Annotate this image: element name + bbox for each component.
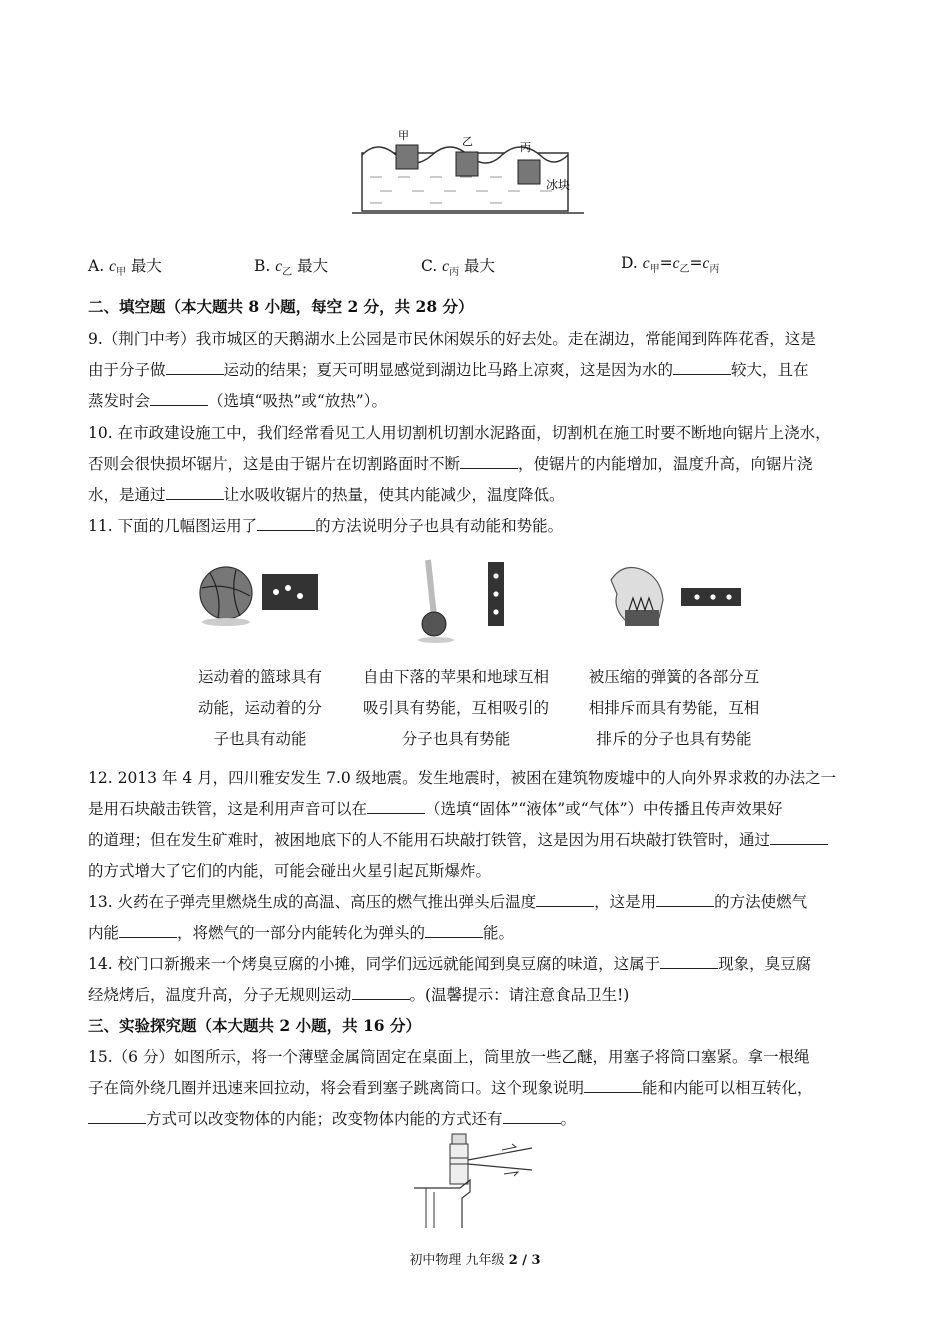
q13-line1: 13. 火药在子弹壳里燃烧生成的高温、高压的燃气推出弹头后温度 ，这是用 的方法使燃气 [88,893,808,911]
q12-line1: 12. 2013 年 4 月，四川雅安发生 7.0 级地震。发生地震时，被困在建筑物废墟中的人向外界求救的办法之一 [88,769,837,787]
section-2-title: 二、填空题（本大题共 8 小题，每空 2 分，共 28 分） [88,297,474,316]
q10-line2: 否则会很快损坏锯片，这是由于锯片在切割路面时不断 ，使锯片的内能增加，温度升高，向锯片浇 [88,455,813,473]
label-jia: 甲 [398,129,409,142]
page-footer: 初中物理 九年级 2 / 3 [409,1253,541,1268]
option-b: B. $c_乙$ 最大 [254,257,329,279]
q12-line4: 的方式增大了它们的内能，可能会碰出火星引起瓦斯爆炸。 [88,862,492,880]
basketball-figure [196,560,336,630]
label-ice: 冰块 [546,178,571,192]
q12-line3: 的道理；但在发生矿难时，被困地底下的人不能用石块敲打铁管，这是因为用石块敲打铁管时，通过 [88,828,828,850]
label-yi: 乙 [462,135,473,148]
apple-figure [410,556,520,646]
q12-line2: 是用石块敲击铁管，这是利用声音可以在 （选填“固体”“液体”或“气体”）中传播且传声效果好 [88,800,783,818]
q15-line2: 子在筒外绕几圈并迅速来回拉动，将会看到塞子跳离筒口。这个现象说明 能和内能可以相互转化， [88,1079,813,1097]
q11-line1: 11. 下面的几幅图运用了 的方法说明分子也具有动能和势能。 [88,517,564,535]
caption-basketball: 运动着的篮球具有 动能，运动着的分 子也具有动能 [197,668,322,748]
section-3-title: 三、实验探究题（本大题共 2 小题，共 16 分） [88,1016,421,1035]
q14-line1: 14. 校门口新搬来一个烤臭豆腐的小摊，同学们远远就能闻到臭豆腐的味道，这属于 现象，臭豆腐 [88,955,812,973]
option-d: D. $c_甲=c_乙=c_丙$ [621,254,720,276]
caption-spring: 被压缩的弹簧的各部分互 相排斥而具有势能，互相 排斥的分子也具有势能 [588,668,760,748]
option-a: A. $c_甲$ 最大 [88,257,162,279]
q14-line2: 经烧烤后，温度升高，分子无规则运动 。(温馨提示：请注意食品卫生!) [88,986,630,1004]
spring-figure [603,560,753,632]
ice-block-figure [350,125,590,220]
q13-line2: 内能 ，将燃气的一部分内能转化为弹头的 能。 [88,924,515,942]
q10-line1: 10. 在市政建设施工中，我们经常看见工人用切割机切割水泥路面，切割机在施工时要不断地向锯片上浇水， [88,424,831,442]
caption-apple: 自由下落的苹果和地球互相 吸引具有势能，互相吸引的 分子也具有势能 [362,668,549,748]
q10-line3: 水，是通过 让水吸收锯片的热量，使其内能减少，温度降低。 [88,486,565,504]
q15-line1: 15.（6 分）如图所示，将一个薄壁金属筒固定在桌面上，筒里放一些乙醚，用塞子将筒口塞紧。拿一根绳 [88,1048,810,1066]
label-bing: 丙 [520,141,531,154]
q9-line3: 蒸发时会 （选填“吸热”或“放热”）。 [88,392,387,410]
q9-line1: 9.（荆门中考）我市城区的天鹅湖水上公园是市民休闲娱乐的好去处。走在湖边，常能闻到阵阵花香，这是 [88,330,816,348]
q9-line2: 由于分子做 运动的结果；夏天可明显感觉到湖边比马路上凉爽，这是因为水的 较大，且在 [88,361,809,379]
option-c: C. $c_丙$ 最大 [421,257,495,279]
q15-line3: 方式可以改变物体的内能；改变物体内能的方式还有 。 [88,1107,576,1129]
metal-tube-figure [412,1132,538,1230]
